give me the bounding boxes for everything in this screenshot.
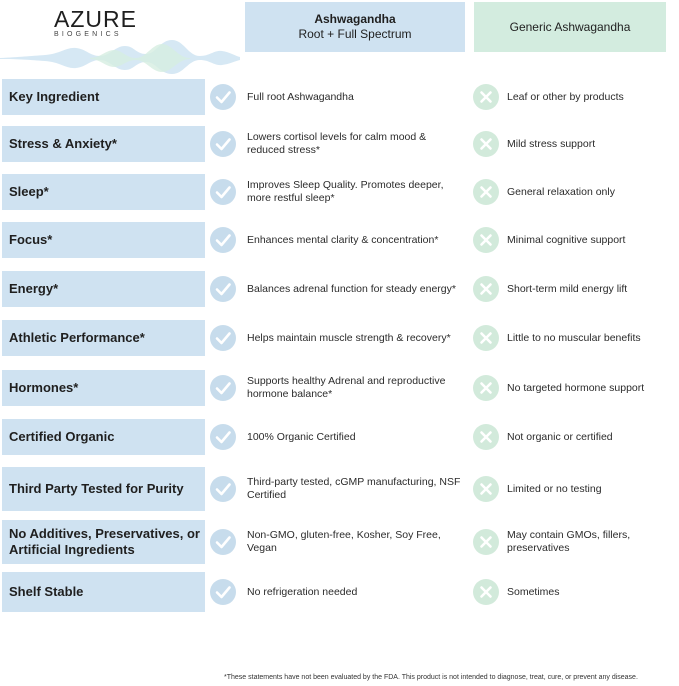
- azure-value: 100% Organic Certified: [247, 430, 356, 443]
- azure-value: Full root Ashwagandha: [247, 90, 354, 103]
- row-label: Athletic Performance*: [2, 320, 205, 356]
- check-icon: [210, 84, 236, 110]
- generic-value: Mild stress support: [507, 137, 596, 150]
- check-icon: [210, 375, 236, 401]
- cross-icon: [473, 579, 499, 605]
- row-label: Sleep*: [2, 174, 205, 210]
- cross-icon: [473, 179, 499, 205]
- brand-subtitle: BIOGENICS: [54, 31, 122, 38]
- generic-value: Little to no muscular benefits: [507, 331, 641, 344]
- generic-value: Limited or no testing: [507, 482, 602, 495]
- row-label: Hormones*: [2, 370, 205, 406]
- row-label: Third Party Tested for Purity: [2, 467, 205, 511]
- generic-value: Sometimes: [507, 585, 560, 598]
- generic-value: Minimal cognitive support: [507, 233, 626, 246]
- check-icon: [210, 227, 236, 253]
- column-header-azure-title: Ashwagandha: [314, 12, 396, 26]
- row-label: Stress & Anxiety*: [2, 126, 205, 162]
- generic-value: General relaxation only: [507, 185, 615, 198]
- generic-value: Short-term mild energy lift: [507, 282, 628, 295]
- check-icon: [210, 276, 236, 302]
- azure-value: Supports healthy Adrenal and reproductive hormone balance*: [247, 375, 446, 400]
- cross-icon: [473, 424, 499, 450]
- azure-value: Improves Sleep Quality. Promotes deeper, more restful sleep*: [247, 179, 444, 204]
- check-icon: [210, 424, 236, 450]
- azure-value: No refrigeration needed: [247, 585, 358, 598]
- cross-icon: [473, 529, 499, 555]
- generic-value: Not organic or certified: [507, 430, 613, 443]
- cross-icon: [473, 325, 499, 351]
- azure-value: Third-party tested, cGMP manufacturing, NSF Certified: [247, 476, 461, 501]
- cross-icon: [473, 131, 499, 157]
- row-label: Shelf Stable: [2, 572, 205, 612]
- azure-value: Enhances mental clarity & concentration*: [247, 233, 439, 246]
- cross-icon: [473, 476, 499, 502]
- row-label: Focus*: [2, 222, 205, 258]
- fda-disclaimer: *These statements have not been evaluated by the FDA. This product is not intended to diagnose, treat, cure, or prevent any disease.: [224, 674, 638, 681]
- row-label: Certified Organic: [2, 419, 205, 455]
- check-icon: [210, 179, 236, 205]
- check-icon: [210, 325, 236, 351]
- cross-icon: [473, 227, 499, 253]
- cross-icon: [473, 276, 499, 302]
- check-icon: [210, 131, 236, 157]
- column-header-generic: [474, 2, 666, 52]
- row-label: Key Ingredient: [2, 79, 205, 115]
- column-header-azure-subtitle: Root + Full Spectrum: [298, 27, 412, 41]
- cross-icon: [473, 375, 499, 401]
- generic-value: Leaf or other by products: [507, 90, 624, 103]
- generic-value: May contain GMOs, fillers, preservatives: [507, 529, 631, 554]
- column-header-azure: [245, 2, 465, 52]
- azure-value: Helps maintain muscle strength & recovery*: [247, 331, 451, 344]
- row-label: Energy*: [2, 271, 205, 307]
- azure-value: Balances adrenal function for steady energy*: [247, 282, 456, 295]
- cross-icon: [473, 84, 499, 110]
- generic-value: No targeted hormone support: [507, 381, 645, 394]
- azure-value: Non-GMO, gluten-free, Kosher, Soy Free, Vegan: [247, 529, 441, 554]
- check-icon: [210, 529, 236, 555]
- check-icon: [210, 579, 236, 605]
- brand-name: AZURE: [54, 6, 137, 32]
- check-icon: [210, 476, 236, 502]
- azure-value: Lowers cortisol levels for calm mood & reduced stress*: [247, 131, 427, 156]
- wave-graphic: [0, 36, 240, 76]
- brand-logo: [0, 0, 240, 75]
- column-header-generic-title: Generic Ashwagandha: [509, 19, 631, 34]
- row-label: No Additives, Preservatives, or Artificial Ingredients: [2, 520, 205, 564]
